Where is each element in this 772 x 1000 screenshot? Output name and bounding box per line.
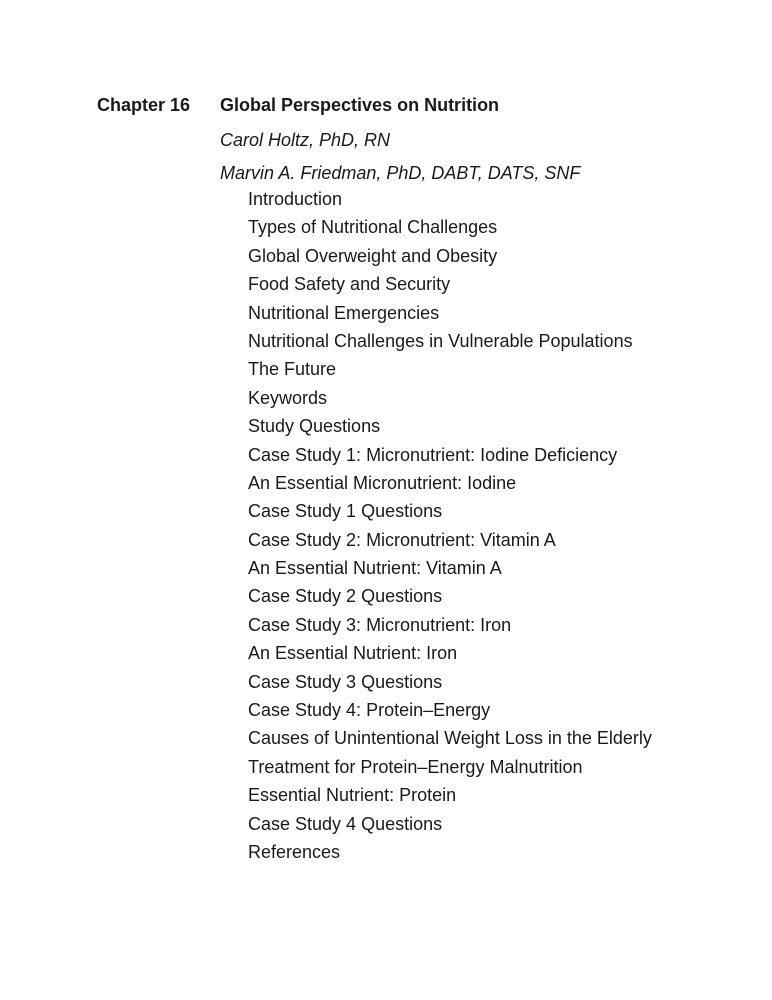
toc-entry: Causes of Unintentional Weight Loss in the Elderly bbox=[248, 728, 652, 749]
toc-entry: Essential Nutrient: Protein bbox=[248, 785, 457, 806]
toc-entry: Food Safety and Security bbox=[248, 274, 451, 295]
toc-entry: An Essential Nutrient: Vitamin A bbox=[248, 558, 502, 579]
chapter-title: Global Perspectives on Nutrition bbox=[220, 95, 500, 115]
toc-entry: Case Study 4: Protein–Energy bbox=[248, 700, 491, 721]
toc-entry: Case Study 4 Questions bbox=[248, 813, 443, 834]
toc-entry: An Essential Nutrient: Iron bbox=[248, 643, 458, 664]
toc-entry: Case Study 2 Questions bbox=[248, 586, 443, 607]
section-list bbox=[248, 185, 652, 866]
toc-entry: References bbox=[248, 841, 341, 862]
toc-entry: Case Study 1: Micronutrient: Iodine Deficiency bbox=[248, 444, 618, 465]
chapter-number: Chapter 16 bbox=[97, 95, 191, 115]
toc-entry: Case Study 1 Questions bbox=[248, 501, 443, 522]
toc-entry: Case Study 3: Micronutrient: Iron bbox=[248, 614, 512, 635]
toc-entry: Global Overweight and Obesity bbox=[248, 245, 498, 266]
toc-entry: The Future bbox=[248, 359, 337, 380]
toc-entry: Introduction bbox=[248, 189, 343, 209]
author-name: Marvin A. Friedman, PhD, DABT, DATS, SNF bbox=[220, 163, 581, 183]
author-list bbox=[220, 124, 580, 190]
toc-entry: Treatment for Protein–Energy Malnutrition bbox=[248, 756, 583, 777]
toc-entry: Case Study 3 Questions bbox=[248, 671, 443, 692]
toc-entry: Keywords bbox=[248, 387, 328, 408]
toc-entry: Nutritional Emergencies bbox=[248, 302, 440, 323]
toc-entry: Study Questions bbox=[248, 416, 381, 437]
toc-entry: Types of Nutritional Challenges bbox=[248, 217, 498, 238]
toc-entry: Nutritional Challenges in Vulnerable Populations bbox=[248, 330, 633, 351]
author-name: Carol Holtz, PhD, RN bbox=[220, 130, 391, 150]
toc-entry: An Essential Micronutrient: Iodine bbox=[248, 472, 517, 493]
toc-entry: Case Study 2: Micronutrient: Vitamin A bbox=[248, 529, 556, 550]
